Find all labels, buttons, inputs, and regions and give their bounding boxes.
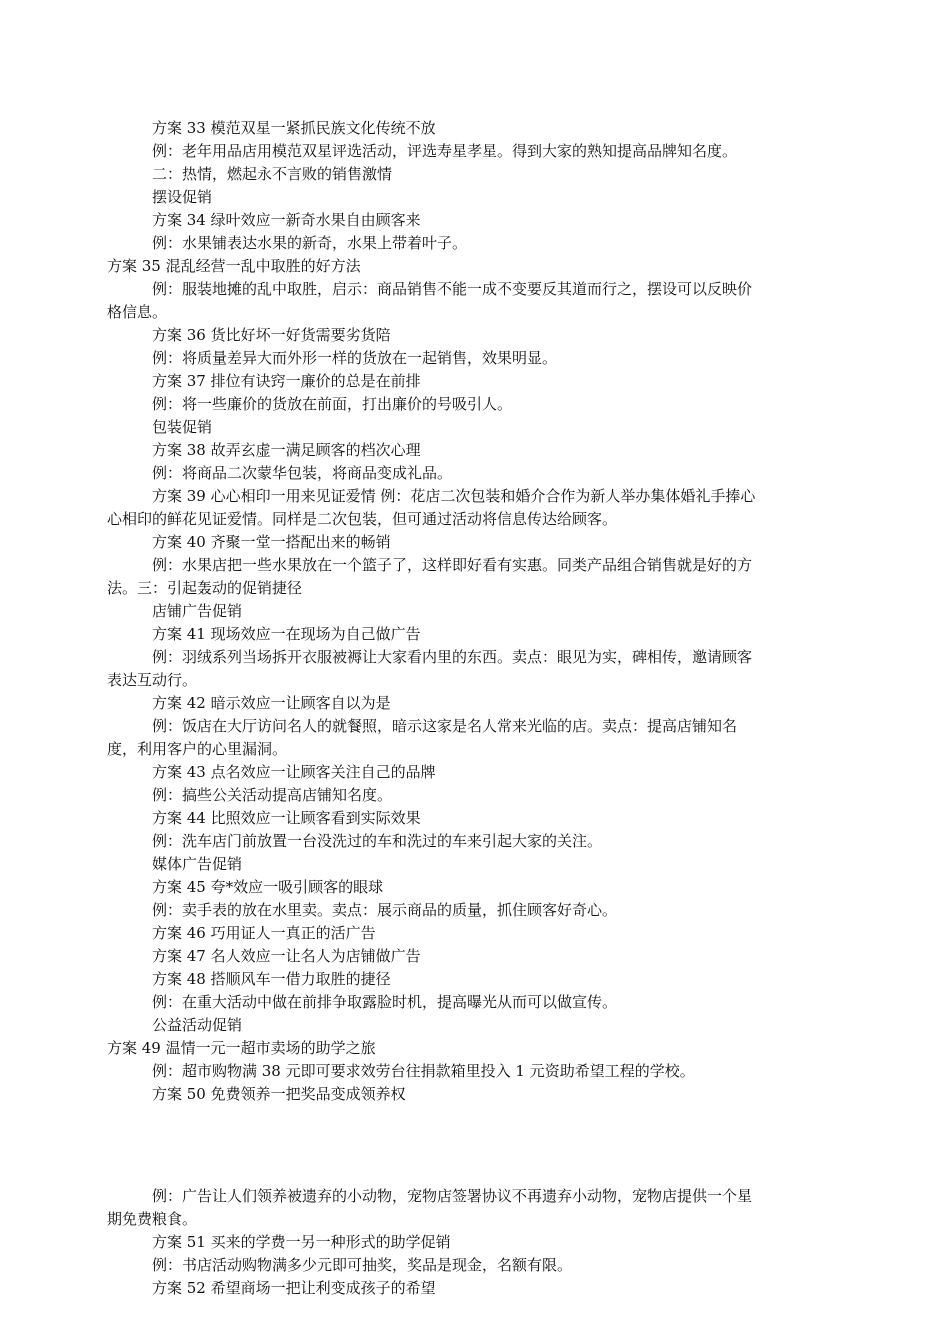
text-line: 方案 35 混乱经营一乱中取胜的好方法	[107, 257, 361, 275]
text-line: 例：广告让人们领养被遗弃的小动物，宠物店签署协议不再遗弃小动物，宠物店提供一个星	[152, 1187, 753, 1205]
text-line: 方案 43 点名效应一让顾客关注自己的品牌	[152, 763, 436, 781]
text-line: 例：卖手表的放在水里卖。卖点：展示商品的质量，抓住顾客好奇心。	[152, 901, 618, 919]
text-line: 度，利用客户的心里漏洞。	[107, 740, 288, 758]
text-line: 格信息。	[107, 303, 168, 321]
text-line: 例：将质量差异大而外形一样的货放在一起销售，效果明显。	[152, 349, 558, 367]
section-heading: 二：热情，燃起永不言败的销售激情	[152, 165, 393, 183]
text-line: 方案 51 买来的学费一另一种形式的助学促销	[152, 1233, 451, 1251]
subsection-heading: 公益活动促销	[152, 1016, 243, 1034]
text-line: 例：水果店把一些水果放在一个篮子了，这样即好看有实惠。同类产品组合销售就是好的方	[152, 556, 753, 574]
text-line: 例：将商品二次蒙华包装，将商品变成礼品。	[152, 464, 453, 482]
text-line: 例：洗车店门前放置一台没洗过的车和洗过的车来引起大家的关注。	[152, 832, 603, 850]
subsection-heading: 包装促销	[152, 418, 213, 436]
text-line: 方案 52 希望商场一把让利变成孩子的希望	[152, 1279, 436, 1297]
text-line: 例：老年用品店用模范双星评选活动，评选寿星孝星。得到大家的熟知提高品牌知名度。	[152, 142, 738, 160]
text-line: 例：将一些廉价的货放在前面，打出廉价的号吸引人。	[152, 395, 513, 413]
text-line: 方案 41 现场效应一在现场为自己做广告	[152, 625, 421, 643]
text-line: 方案 45 夸*效应一吸引顾客的眼球	[152, 878, 384, 896]
text-line: 表达互动行。	[107, 671, 198, 689]
text-line: 方案 49 温情一元一超市卖场的助学之旅	[107, 1039, 376, 1057]
text-line: 方案 37 排位有诀窍一廉价的总是在前排	[152, 372, 421, 390]
text-line: 方案 36 货比好坏一好货需要劣货陪	[152, 326, 391, 344]
text-line: 方案 38 故弄玄虚一满足顾客的档次心理	[152, 441, 421, 459]
text-line: 例：搞些公关活动提高店铺知名度。	[152, 786, 393, 804]
text-line: 方案 48 搭顺风车一借力取胜的捷径	[152, 970, 391, 988]
text-line: 法。三：引起轰动的促销捷径	[107, 579, 303, 597]
text-line: 例：饭店在大厅访问名人的就餐照，暗示这家是名人常来光临的店。卖点：提高店铺知名	[152, 717, 738, 735]
text-line: 方案 44 比照效应一让顾客看到实际效果	[152, 809, 421, 827]
text-line: 例：羽绒系列当场拆开衣服被褥让大家看内里的东西。卖点：眼见为实，碑相传，邀请顾客	[152, 648, 753, 666]
text-line: 方案 47 名人效应一让名人为店铺做广告	[152, 947, 421, 965]
subsection-heading: 店铺广告促销	[152, 602, 243, 620]
text-line: 方案 40 齐聚一堂一搭配出来的畅销	[152, 533, 391, 551]
text-line: 心相印的鲜花见证爱情。同样是二次包装，但可通过活动将信息传达给顾客。	[107, 510, 618, 528]
text-line: 方案 33 模范双星一紧抓民族文化传统不放	[152, 119, 436, 137]
text-line: 例：书店活动购物满多少元即可抽奖，奖品是现金，名额有限。	[152, 1256, 573, 1274]
text-line: 例：超市购物满 38 元即可要求效劳台往捐款箱里投入 1 元资助希望工程的学校。	[152, 1062, 695, 1080]
subsection-heading: 摆设促销	[152, 188, 213, 206]
text-line: 方案 39 心心相印一用来见证爱情 例：花店二次包装和婚介合作为新人举办集体婚礼手捧心	[152, 487, 756, 505]
text-line: 方案 34 绿叶效应一新奇水果自由顾客来	[152, 211, 421, 229]
subsection-heading: 媒体广告促销	[152, 855, 243, 873]
text-line: 期免费粮食。	[107, 1210, 198, 1228]
text-line: 例：水果铺表达水果的新奇，水果上带着叶子。	[152, 234, 468, 252]
text-line: 例：服装地摊的乱中取胜，启示：商品销售不能一成不变要反其道而行之，摆设可以反映价	[152, 280, 753, 298]
text-line: 方案 42 暗示效应一让顾客自以为是	[152, 694, 391, 712]
text-line: 方案 46 巧用证人一真正的活广告	[152, 924, 376, 942]
text-line: 例：在重大活动中做在前排争取露脸时机，提高曝光从而可以做宣传。	[152, 993, 618, 1011]
text-line: 方案 50 免费领养一把奖品变成领养权	[152, 1085, 406, 1103]
